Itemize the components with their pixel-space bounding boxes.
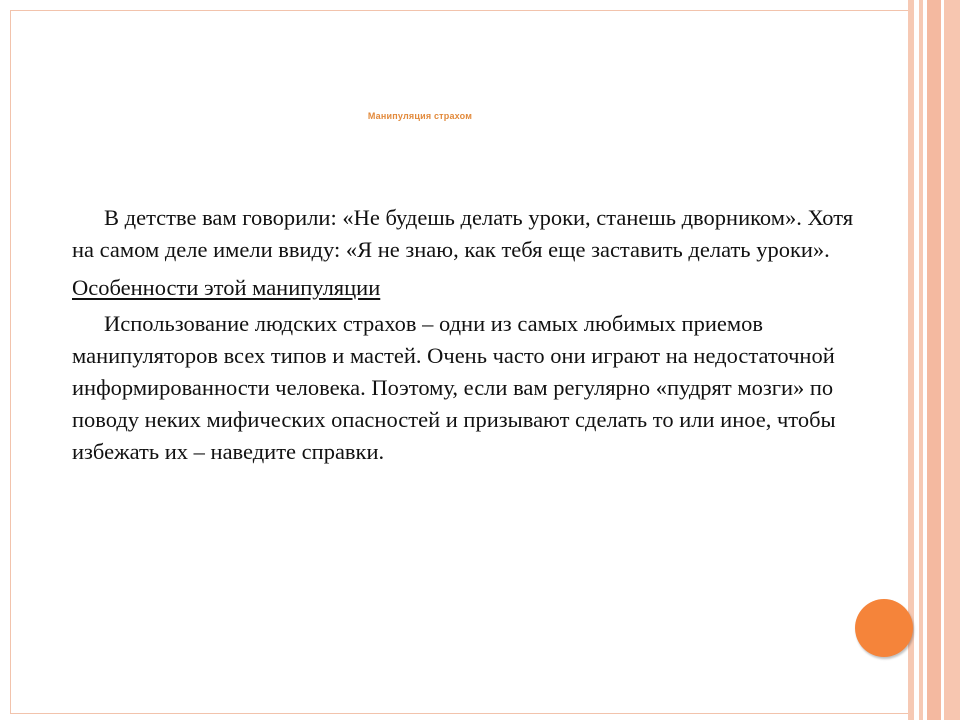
paragraph-intro: В детстве вам говорили: «Не будешь делать уроки, станешь дворником». Хотя на самом деле имели ввиду: «Я не знаю, как тебя еще заставить делать уроки». — [72, 205, 854, 262]
slide-title: Манипуляция страхом — [367, 111, 473, 121]
stripe — [919, 0, 923, 720]
stripe — [908, 0, 914, 720]
slide-body — [72, 202, 862, 468]
stripe — [927, 0, 941, 720]
decorative-stripes — [908, 0, 960, 720]
section-heading: Особенности этой манипуляции — [72, 275, 381, 300]
decorative-circle — [855, 599, 913, 657]
stripe — [944, 0, 960, 720]
paragraph-main: Использование людских страхов – одни из самых любимых приемов манипуляторов всех типов и мастей. Очень часто они играют на недостаточной информированности человека. Поэтому, если вам регулярно «пудрят мозги» по поводу неких мифических опасностей и призывают сделать то или иное, чтобы избежать их – наведите справки. — [72, 311, 836, 464]
